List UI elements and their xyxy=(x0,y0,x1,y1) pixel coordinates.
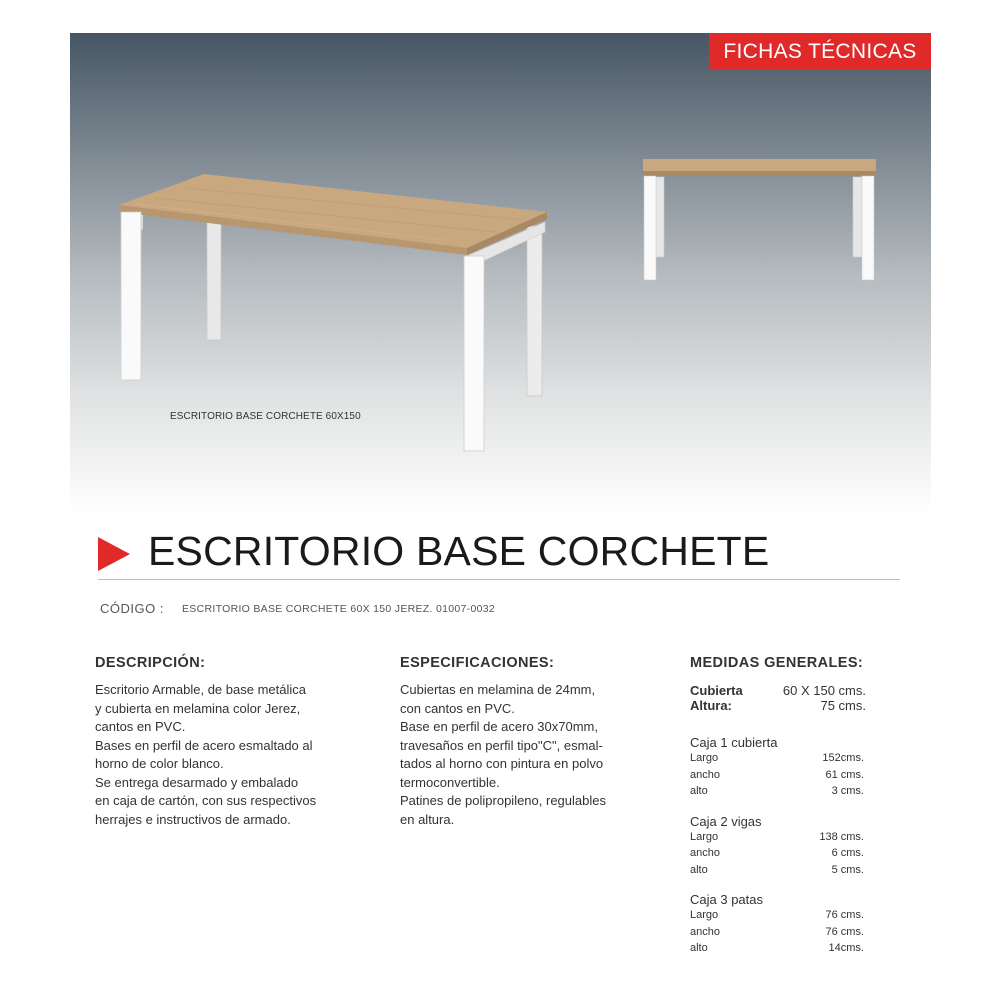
caja-1-row: Largo 152cms. xyxy=(690,752,864,764)
medidas-heading: MEDIDAS GENERALES: xyxy=(690,655,864,671)
descripcion-text: Escritorio Armable, de base metálica y cubierta en melamina color Jerez, cantos en PVC. Bases en perfil de acero esmaltado al horno de color blanco. Se entrega desarmado y embalado en caja de cartón, con sus respectivos herrajes e instructivos de armado. xyxy=(95,682,317,827)
caja-2-row: ancho 6 cms. xyxy=(690,847,864,859)
code-label: CÓDIGO : xyxy=(100,601,164,616)
altura-row: Altura: 75 cms. xyxy=(690,698,866,713)
caja-1-row: alto 3 cms. xyxy=(690,785,864,797)
code-value: ESCRITORIO BASE CORCHETE 60X 150 JEREZ. 01007-0032 xyxy=(182,603,496,615)
title-arrow-icon xyxy=(98,537,132,571)
descripcion-section xyxy=(95,655,370,829)
cubierta-row: Cubierta 60 X 150 cms. xyxy=(690,683,866,698)
caja-2-row: alto 5 cms. xyxy=(690,863,864,876)
fichas-tecnicas-badge: FICHAS TÉCNICAS xyxy=(709,33,931,70)
especificaciones-text: Cubiertas en melamina de 24mm, con cantos en PVC. Base en perfil de acero 30x70mm, travesaños en perfil tipo"C", esmal- tados al horno con pintura en polvo termoconvertible. Patines de polipropileno, regulables en altura. xyxy=(400,682,606,827)
caja-3-title: Caja 3 patas xyxy=(690,892,763,907)
image-caption: ESCRITORIO BASE CORCHETE 60X150 xyxy=(170,411,361,422)
caja-1-title: Caja 1 cubierta xyxy=(690,735,778,750)
desk-front-view-image xyxy=(640,155,880,285)
caja-3-row: alto 14cms. xyxy=(690,942,864,954)
descripcion-heading: DESCRIPCIÓN: xyxy=(95,655,206,671)
medidas-section xyxy=(690,655,870,957)
caja-2-title: Caja 2 vigas xyxy=(690,813,762,829)
title-divider xyxy=(98,579,900,580)
caja-3-row: ancho 76 cms. xyxy=(690,925,864,938)
especificaciones-section xyxy=(400,655,660,829)
product-title: ESCRITORIO BASE CORCHETE xyxy=(148,528,770,574)
especificaciones-heading: ESPECIFICACIONES: xyxy=(400,655,555,671)
caja-1-row: ancho 61 cms. xyxy=(690,768,864,781)
caja-3-row: Largo 76 cms. xyxy=(690,909,864,921)
caja-2-row: Largo 138 cms. xyxy=(690,830,864,843)
